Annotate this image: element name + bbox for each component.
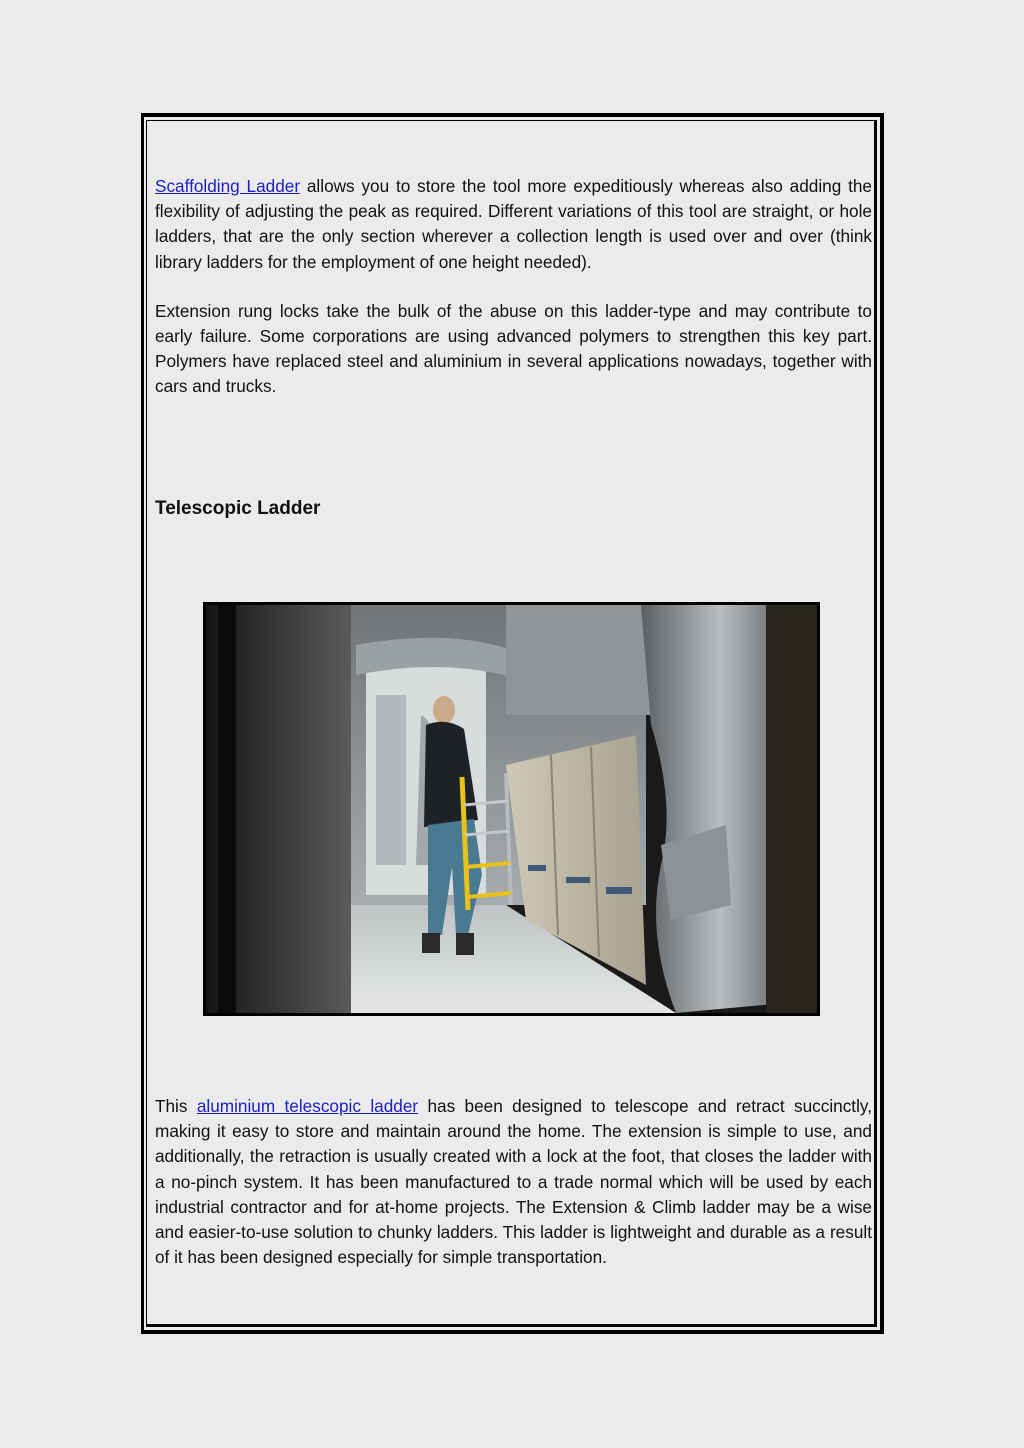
aluminium-telescopic-ladder-link[interactable]: aluminium telescopic ladder <box>196 1096 419 1116</box>
paragraph-scaffolding-text: allows you to store the tool more expeditiously whereas also adding the flexibility of adjusting the peak as required. Different variations of this tool are straight, or hole ladders, that are the only section wherever a collection length is used over and over (think library ladders for the employment of one height needed). <box>155 176 872 272</box>
paragraph-scaffolding <box>155 174 872 275</box>
section-heading: Telescopic Ladder <box>155 498 321 519</box>
paragraph-telescopic <box>155 1094 872 1270</box>
paragraph-extension-rung: Extension rung locks take the bulk of the abuse on this ladder-type and may contribute to early failure. Some corporations are using advanced polymers to strengthen this key part. Polymers have replaced steel and aluminium in several applications nowadays, together with cars and trucks. <box>155 300 872 397</box>
paragraph-telescopic-text: has been designed to telescope and retract succinctly, making it easy to store and maintain around the home. The extension is simple to use, and additionally, the retraction is usually created with a lock at the foot, that closes the ladder with a no-pinch system. It has been manufactured to a trade normal which will be used by each industrial contractor and for at-home projects. The Extension & Climb ladder may be a wise and easier-to-use solution to chunky ladders. This ladder is lightweight and durable as a result of it has been designed especially for simple transportation. <box>155 1096 872 1268</box>
photo-illustration <box>206 605 817 1013</box>
article-body <box>155 174 872 400</box>
scaffolding-ladder-link[interactable]: Scaffolding Ladder <box>155 176 301 196</box>
paragraph-telescopic-intro: This <box>155 1096 197 1116</box>
telescopic-ladder-photo <box>203 602 820 1016</box>
